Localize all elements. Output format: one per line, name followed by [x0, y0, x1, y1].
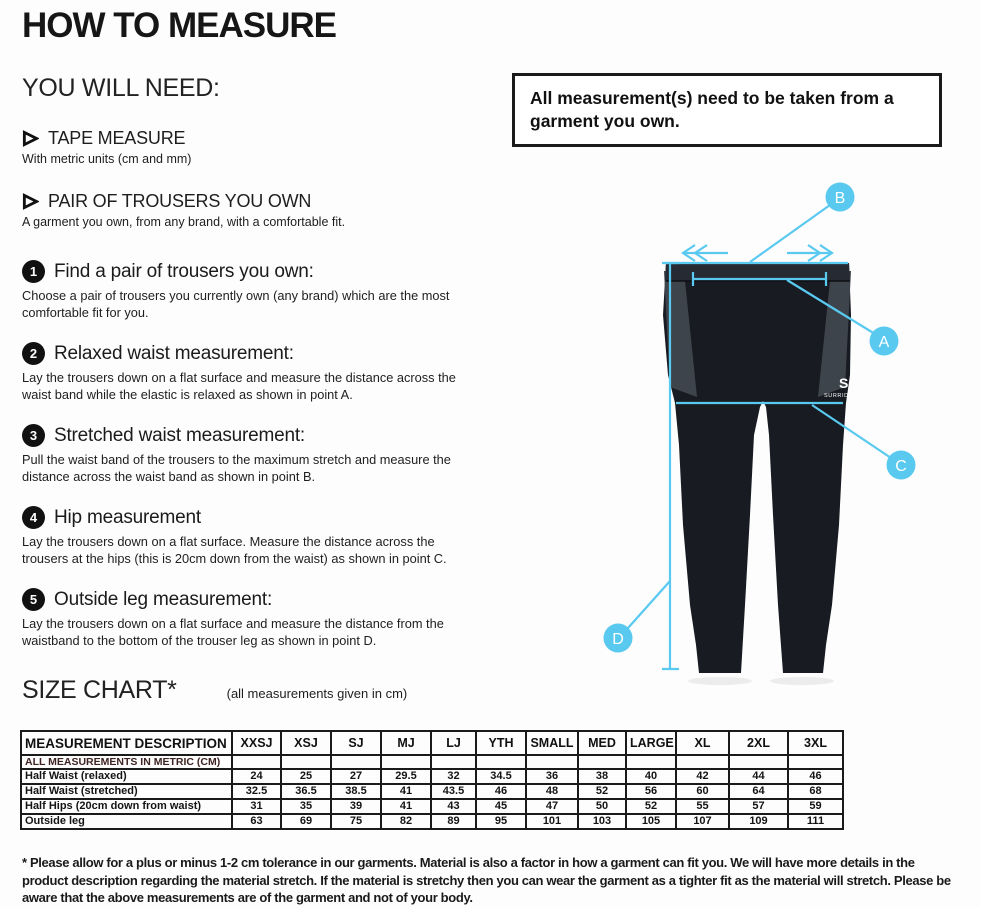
col-header-size: LJ — [431, 731, 476, 755]
row-label: Half Waist (relaxed) — [21, 769, 232, 784]
cell-value: 107 — [676, 814, 729, 829]
col-header-size: SJ — [331, 731, 381, 755]
step-1 — [22, 260, 494, 321]
cell-value: 45 — [476, 799, 526, 814]
leader-line-d — [628, 581, 670, 628]
tolerance-disclaimer: * Please allow for a plus or minus 1-2 cm tolerance in our garments. Material is also a factor in how a garment can fit you. We will have more details in the product description regarding the material stretch. If the material is stretchy then you can wear the garment as a tighter fit as the material will stretch. Please be aware that the above measurements are of the garment and not of your body. — [22, 855, 951, 905]
cell-value: 41 — [381, 784, 431, 799]
play-triangle-icon — [22, 193, 39, 210]
col-header-size: XL — [676, 731, 729, 755]
step-body: Pull the waist band of the trousers to the maximum stretch and measure the distance across the waist band as shown in point B. — [22, 452, 451, 484]
trousers-measurement-diagram — [600, 175, 940, 695]
cell-value: 35 — [281, 799, 331, 814]
cell-value: 44 — [729, 769, 788, 784]
cell-value: 43 — [431, 799, 476, 814]
step-title: Relaxed waist measurement: — [54, 342, 294, 364]
trousers-silhouette — [663, 263, 851, 673]
brand-logo-text: SURRIDGE — [824, 393, 858, 399]
empty-cell — [431, 755, 476, 769]
need-item-subtitle: With metric units (cm and mm) — [22, 152, 192, 166]
need-item-title: TAPE MEASURE — [48, 128, 186, 148]
shadow — [688, 677, 752, 685]
you-will-need-heading: YOU WILL NEED: — [22, 74, 220, 102]
empty-cell — [476, 755, 526, 769]
measurement-note-box: All measurement(s) need to be taken from a garment you own. — [512, 73, 942, 147]
size-chart-heading-row — [22, 676, 407, 705]
cell-value: 27 — [331, 769, 381, 784]
cell-value: 75 — [331, 814, 381, 829]
step-body: Choose a pair of trousers you currently own (any brand) which are the most comfortable fit for you. — [22, 288, 450, 320]
cell-value: 105 — [626, 814, 676, 829]
col-header-size: MJ — [381, 731, 431, 755]
cell-value: 39 — [331, 799, 381, 814]
table-row — [21, 814, 843, 829]
step-title: Find a pair of trousers you own: — [54, 260, 314, 282]
col-header-size: XSJ — [281, 731, 331, 755]
empty-cell — [331, 755, 381, 769]
empty-cell — [676, 755, 729, 769]
cell-value: 101 — [526, 814, 578, 829]
empty-cell — [381, 755, 431, 769]
col-header-size: SMALL — [526, 731, 578, 755]
cell-value: 32.5 — [232, 784, 281, 799]
table-header-row — [21, 731, 843, 755]
point-c-label: C — [895, 458, 907, 475]
need-item-title: PAIR OF TROUSERS YOU OWN — [48, 191, 312, 211]
page-title: HOW TO MEASURE — [22, 6, 336, 45]
step-3 — [22, 424, 494, 485]
cell-value: 36.5 — [281, 784, 331, 799]
cell-value: 38 — [578, 769, 626, 784]
size-chart-table — [20, 730, 844, 830]
step-body: Lay the trousers down on a flat surface and measure the distance across the waist band while the elastic is relaxed as shown in point A. — [22, 370, 456, 402]
need-item-trousers — [22, 191, 494, 229]
empty-cell — [788, 755, 843, 769]
step-body: Lay the trousers down on a flat surface. Measure the distance across the trousers at the hips (this is 20cm down from the waist) as shown in point C. — [22, 534, 447, 566]
metric-note-cell: ALL MEASUREMENTS IN METRIC (CM) — [21, 755, 232, 769]
cell-value: 36 — [526, 769, 578, 784]
table-row — [21, 769, 843, 784]
cell-value: 40 — [626, 769, 676, 784]
step-5 — [22, 588, 494, 649]
cell-value: 60 — [676, 784, 729, 799]
metric-note-row — [21, 755, 843, 769]
empty-cell — [526, 755, 578, 769]
cell-value: 29.5 — [381, 769, 431, 784]
empty-cell — [281, 755, 331, 769]
cell-value: 64 — [729, 784, 788, 799]
cell-value: 46 — [788, 769, 843, 784]
cell-value: 59 — [788, 799, 843, 814]
step-2 — [22, 342, 494, 403]
row-label: Half Hips (20cm down from waist) — [21, 799, 232, 814]
step-number-badge: 4 — [22, 506, 45, 529]
step-4 — [22, 506, 494, 567]
row-label: Outside leg — [21, 814, 232, 829]
cell-value: 25 — [281, 769, 331, 784]
cell-value: 89 — [431, 814, 476, 829]
play-triangle-icon — [22, 130, 39, 147]
row-label: Half Waist (stretched) — [21, 784, 232, 799]
table-row — [21, 799, 843, 814]
col-header-size: 3XL — [788, 731, 843, 755]
size-chart-subtitle: (all measurements given in cm) — [226, 686, 408, 701]
cell-value: 68 — [788, 784, 843, 799]
brand-logo-icon: S — [839, 375, 849, 391]
step-title: Outside leg measurement: — [54, 588, 273, 610]
instructions-column — [22, 0, 494, 649]
col-header-size: 2XL — [729, 731, 788, 755]
cell-value: 48 — [526, 784, 578, 799]
size-chart-title: SIZE CHART* — [22, 676, 177, 704]
step-body: Lay the trousers down on a flat surface and measure the distance from the waistband to the bottom of the trouser leg as shown in point D. — [22, 616, 444, 648]
col-header-size: YTH — [476, 731, 526, 755]
cell-value: 38.5 — [331, 784, 381, 799]
cell-value: 52 — [626, 799, 676, 814]
cell-value: 63 — [232, 814, 281, 829]
cell-value: 32 — [431, 769, 476, 784]
empty-cell — [578, 755, 626, 769]
step-number-badge: 3 — [22, 424, 45, 447]
cell-value: 95 — [476, 814, 526, 829]
cell-value: 55 — [676, 799, 729, 814]
cell-value: 43.5 — [431, 784, 476, 799]
col-header-size: XXSJ — [232, 731, 281, 755]
cell-value: 82 — [381, 814, 431, 829]
col-header-description: MEASUREMENT DESCRIPTION — [21, 731, 232, 755]
cell-value: 52 — [578, 784, 626, 799]
step-number-badge: 1 — [22, 260, 45, 283]
cell-value: 42 — [676, 769, 729, 784]
cell-value: 56 — [626, 784, 676, 799]
cell-value: 47 — [526, 799, 578, 814]
step-number-badge: 2 — [22, 342, 45, 365]
cell-value: 31 — [232, 799, 281, 814]
col-header-size: LARGE — [626, 731, 676, 755]
cell-value: 109 — [729, 814, 788, 829]
step-title: Stretched waist measurement: — [54, 424, 306, 446]
cell-value: 57 — [729, 799, 788, 814]
need-item-subtitle: A garment you own, from any brand, with a comfortable fit. — [22, 215, 346, 229]
step-number-badge: 5 — [22, 588, 45, 611]
point-d-label: D — [612, 631, 624, 648]
cell-value: 103 — [578, 814, 626, 829]
empty-cell — [232, 755, 281, 769]
shadow — [770, 677, 834, 685]
point-b-label: B — [834, 190, 846, 207]
point-a-label: A — [878, 334, 890, 351]
step-title: Hip measurement — [54, 506, 201, 528]
point-markers — [604, 183, 916, 653]
cell-value: 50 — [578, 799, 626, 814]
need-item-tape-measure — [22, 128, 494, 166]
empty-cell — [626, 755, 676, 769]
cell-value: 24 — [232, 769, 281, 784]
cell-value: 34.5 — [476, 769, 526, 784]
cell-value: 41 — [381, 799, 431, 814]
cell-value: 69 — [281, 814, 331, 829]
col-header-size: MED — [578, 731, 626, 755]
cell-value: 111 — [788, 814, 843, 829]
table-row — [21, 784, 843, 799]
empty-cell — [729, 755, 788, 769]
cell-value: 46 — [476, 784, 526, 799]
